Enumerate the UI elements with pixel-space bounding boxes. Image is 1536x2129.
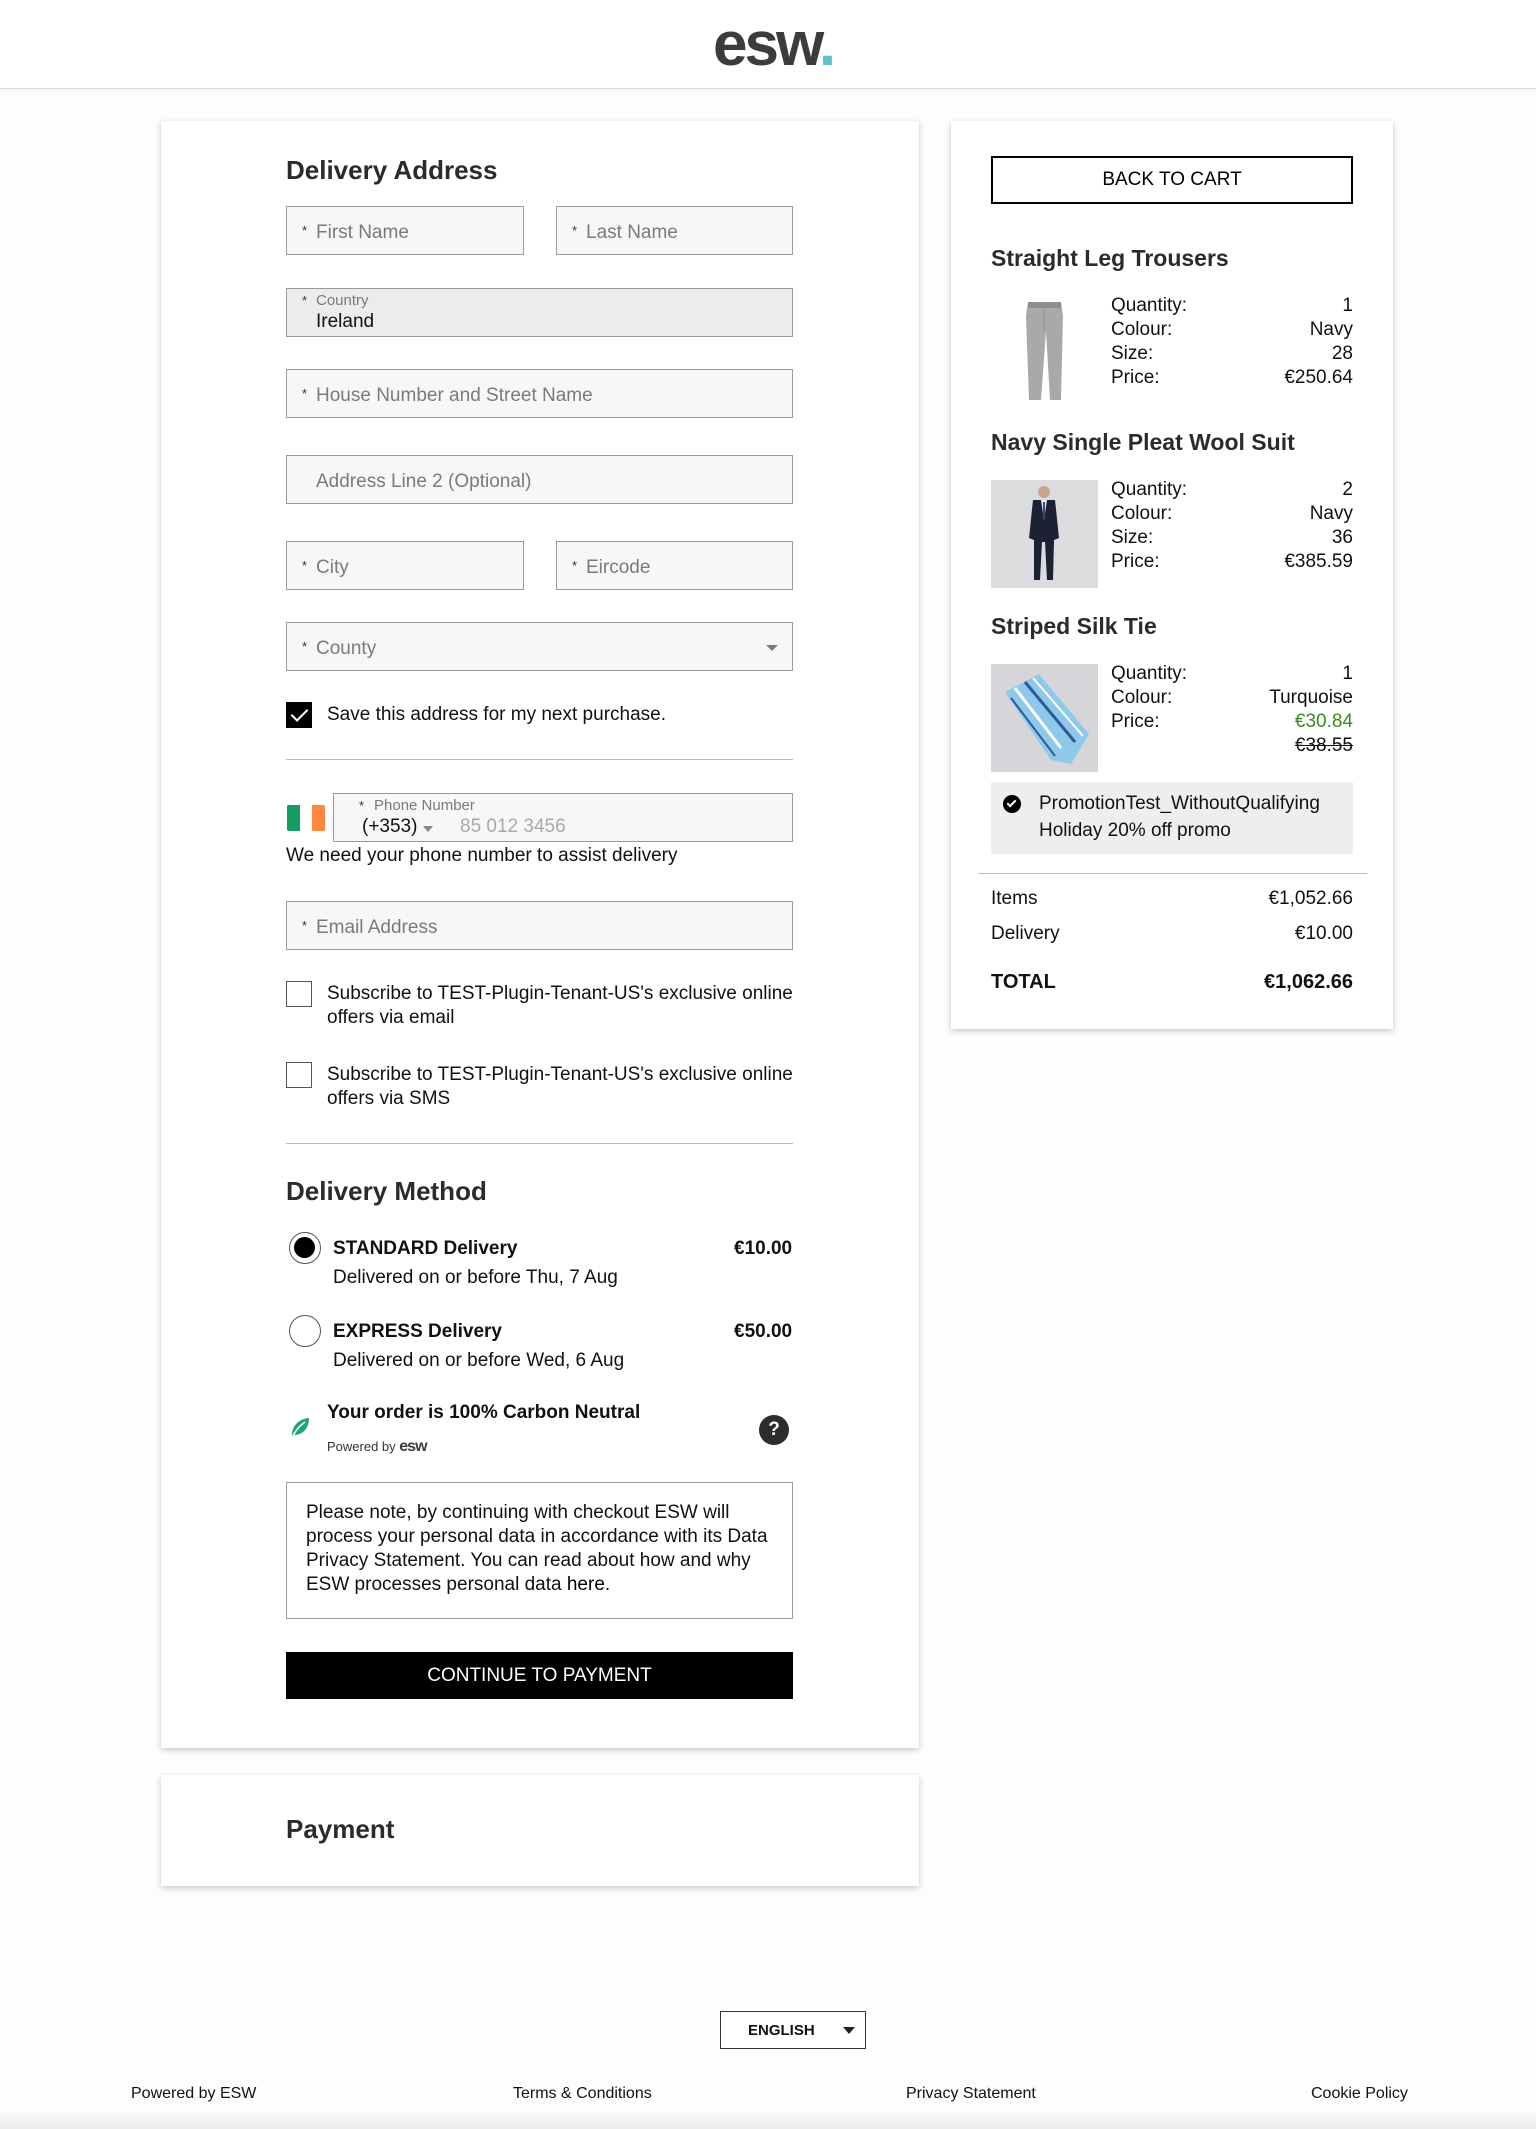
subscribe-email-checkbox[interactable] bbox=[286, 981, 312, 1007]
site-header bbox=[0, 0, 1536, 89]
colour-value: Turquoise bbox=[1269, 687, 1353, 708]
delivery-address-title: Delivery Address bbox=[286, 155, 498, 185]
city-field[interactable]: * City bbox=[286, 541, 524, 590]
subscribe-sms-label: Subscribe to TEST-Plugin-Tenant-US's exclusive online offers via SMS bbox=[327, 1064, 793, 1109]
save-address-label: Save this address for my next purchase. bbox=[327, 704, 666, 725]
express-delivery-eta: Delivered on or before Wed, 6 Aug bbox=[333, 1350, 625, 1371]
divider bbox=[286, 1143, 793, 1144]
back-to-cart-button[interactable]: BACK TO CART bbox=[991, 156, 1353, 204]
first-name-field[interactable]: * First Name bbox=[286, 206, 524, 255]
continue-to-payment-button[interactable]: CONTINUE TO PAYMENT bbox=[286, 1652, 793, 1699]
quantity-label: Quantity: bbox=[1111, 663, 1188, 684]
footer-powered-by-link[interactable]: Powered by ESW bbox=[131, 2085, 257, 2102]
size-value: 36 bbox=[1331, 527, 1353, 548]
footer-bar bbox=[0, 2110, 1536, 2129]
delivery-method-title: Delivery Method bbox=[286, 1176, 487, 1206]
address-line2-field[interactable]: Address Line 2 (Optional) bbox=[286, 455, 793, 504]
price-label: Price: bbox=[1111, 551, 1160, 572]
quantity-value: 1 bbox=[1342, 295, 1353, 316]
payment-title: Payment bbox=[286, 1814, 395, 1844]
total-value: €1,062.66 bbox=[1264, 971, 1353, 993]
quantity-label: Quantity: bbox=[1111, 295, 1188, 316]
chevron-down-icon bbox=[766, 645, 778, 651]
payment-card[interactable] bbox=[161, 1775, 919, 1886]
footer-cookie-link[interactable]: Cookie Policy bbox=[1311, 2085, 1408, 2102]
price-label: Price: bbox=[1111, 367, 1160, 388]
check-circle-icon bbox=[1003, 795, 1021, 813]
tie-image bbox=[991, 664, 1098, 772]
sale-price-value: €30.84 bbox=[1294, 711, 1353, 732]
price-label: Price: bbox=[1111, 711, 1160, 732]
phone-field[interactable]: * Phone Number (+353) 85 012 3456 bbox=[333, 793, 793, 842]
chevron-down-icon bbox=[423, 826, 433, 832]
colour-label: Colour: bbox=[1111, 503, 1173, 524]
privacy-notice: Please note, by continuing with checkout ESW will process your personal data in accordance with its Data Privacy Statement. You can read about how and why ESW processes personal data here. bbox=[286, 1482, 793, 1619]
standard-delivery-radio[interactable] bbox=[289, 1232, 321, 1264]
size-value: 28 bbox=[1331, 343, 1353, 364]
price-value: €250.64 bbox=[1284, 367, 1353, 388]
carbon-neutral-title: Your order is 100% Carbon Neutral bbox=[327, 1402, 641, 1423]
esw-logo[interactable]: esw. bbox=[713, 10, 834, 79]
divider bbox=[978, 873, 1367, 874]
subscribe-sms-checkbox[interactable] bbox=[286, 1062, 312, 1088]
express-delivery-radio[interactable] bbox=[289, 1315, 321, 1347]
subscribe-email-label: Subscribe to TEST-Plugin-Tenant-US's exclusive online offers via email bbox=[327, 983, 793, 1028]
item-name: Striped Silk Tie bbox=[991, 613, 1157, 639]
street-field[interactable]: * House Number and Street Name bbox=[286, 369, 793, 418]
quantity-label: Quantity: bbox=[1111, 479, 1188, 500]
colour-label: Colour: bbox=[1111, 319, 1173, 340]
size-label: Size: bbox=[1111, 343, 1154, 364]
email-field[interactable]: * Email Address bbox=[286, 901, 793, 950]
trousers-image bbox=[991, 296, 1098, 404]
suit-image bbox=[991, 480, 1098, 588]
item-name: Navy Single Pleat Wool Suit bbox=[991, 429, 1295, 455]
chevron-down-icon bbox=[843, 2027, 855, 2034]
phone-help-text: We need your phone number to assist delivery bbox=[286, 845, 678, 866]
help-icon[interactable]: ? bbox=[759, 1415, 789, 1445]
carbon-powered-by: Powered by esw bbox=[327, 1438, 427, 1455]
footer-terms-link[interactable]: Terms & Conditions bbox=[513, 2085, 652, 2102]
colour-value: Navy bbox=[1309, 503, 1353, 524]
price-value: €385.59 bbox=[1284, 551, 1353, 572]
language-select[interactable]: ENGLISH bbox=[720, 2011, 866, 2049]
size-label: Size: bbox=[1111, 527, 1154, 548]
colour-label: Colour: bbox=[1111, 687, 1173, 708]
promo-box bbox=[991, 782, 1353, 854]
delivery-label: Delivery bbox=[991, 923, 1060, 944]
total-label: TOTAL bbox=[991, 971, 1056, 993]
ireland-flag-icon[interactable] bbox=[287, 805, 325, 831]
standard-delivery-eta: Delivered on or before Thu, 7 Aug bbox=[333, 1267, 618, 1288]
eircode-field[interactable]: * Eircode bbox=[556, 541, 793, 590]
colour-value: Navy bbox=[1309, 319, 1353, 340]
phone-placeholder: 85 012 3456 bbox=[460, 816, 566, 837]
standard-delivery-price: €10.00 bbox=[734, 1238, 793, 1259]
quantity-value: 1 bbox=[1342, 663, 1353, 684]
quantity-value: 2 bbox=[1342, 479, 1353, 500]
leaf-icon bbox=[289, 1416, 311, 1440]
divider bbox=[286, 759, 793, 760]
items-total: €1,052.66 bbox=[1268, 888, 1353, 909]
standard-delivery-name: STANDARD Delivery bbox=[333, 1238, 518, 1259]
privacy-here-link[interactable]: here bbox=[566, 1574, 605, 1595]
delivery-total: €10.00 bbox=[1294, 923, 1353, 944]
county-select[interactable]: * County bbox=[286, 622, 793, 671]
last-name-field[interactable]: * Last Name bbox=[556, 206, 793, 255]
promo-description: Holiday 20% off promo bbox=[1039, 820, 1231, 841]
express-delivery-price: €50.00 bbox=[734, 1321, 793, 1342]
item-name: Straight Leg Trousers bbox=[991, 245, 1229, 271]
phone-country-code[interactable]: (+353) bbox=[362, 816, 418, 837]
original-price-value: €38.55 bbox=[1294, 735, 1353, 756]
promo-name: PromotionTest_WithoutQualifying bbox=[1039, 793, 1320, 814]
save-address-checkbox[interactable] bbox=[286, 702, 312, 728]
items-label: Items bbox=[991, 888, 1038, 909]
express-delivery-name: EXPRESS Delivery bbox=[333, 1321, 502, 1342]
footer-privacy-link[interactable]: Privacy Statement bbox=[906, 2085, 1036, 2102]
country-field[interactable]: * Country Ireland bbox=[286, 288, 793, 337]
